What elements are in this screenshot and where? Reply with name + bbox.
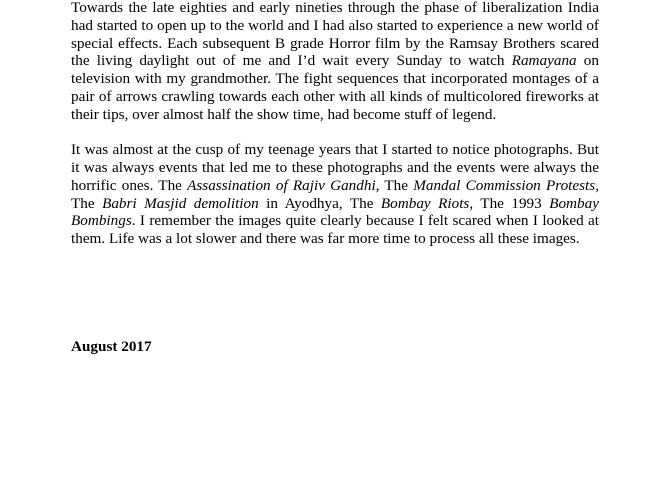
paragraph-photographs	[71, 141, 599, 248]
event-rajiv-gandhi-assassination: Assassination of Rajiv Gandhi	[187, 176, 376, 194]
paragraph-liberalization	[71, 0, 599, 124]
paragraph-1-run: on television with my grandmother. The fight sequences that incorporated montages of a pair of arrows crawling towards each other with all kinds of multicolored fireworks at their tips, over almost half the show time, had become stuff of legend.	[71, 52, 599, 123]
paragraph-1-run: Towards the late eighties and early nineties through the phase of liberalization India had started to open up to the world and I had also started to experience a new world of special effects. Each subsequent B grade Horror film by the Ramsay Brothers scared the living daylight out of me and I’d wait every Sunday to watch	[71, 0, 599, 70]
event-bombay-bombings: Bombay Bombings	[71, 194, 599, 230]
paragraph-2-run: , The 1993	[469, 194, 550, 212]
paragraph-2-run: , The	[71, 176, 599, 212]
paragraph-2-run: , The	[375, 176, 414, 194]
event-bombay-riots: Bombay Riots	[380, 194, 470, 212]
event-mandal-commission-protests: Mandal Commission Protests	[413, 176, 596, 194]
paragraph-2-run: . I remember the images quite clearly because I felt scared when I looked at them. Life was a lot slower and there was far more time to process all these images.	[71, 212, 599, 248]
event-babri-masjid-demolition: Babri Masjid demolition	[102, 194, 259, 212]
paragraph-2-run: in Ayodhya, The	[258, 194, 381, 212]
document-body	[71, 0, 599, 248]
paragraph-2-run: It was almost at the cusp of my teenage years that I started to notice photographs. But it was always events that led me to these photographs and the events were always the horrific ones. The	[71, 141, 599, 194]
document-date: August 2017	[71, 338, 152, 355]
title-ramayana: Ramayana	[511, 52, 577, 70]
